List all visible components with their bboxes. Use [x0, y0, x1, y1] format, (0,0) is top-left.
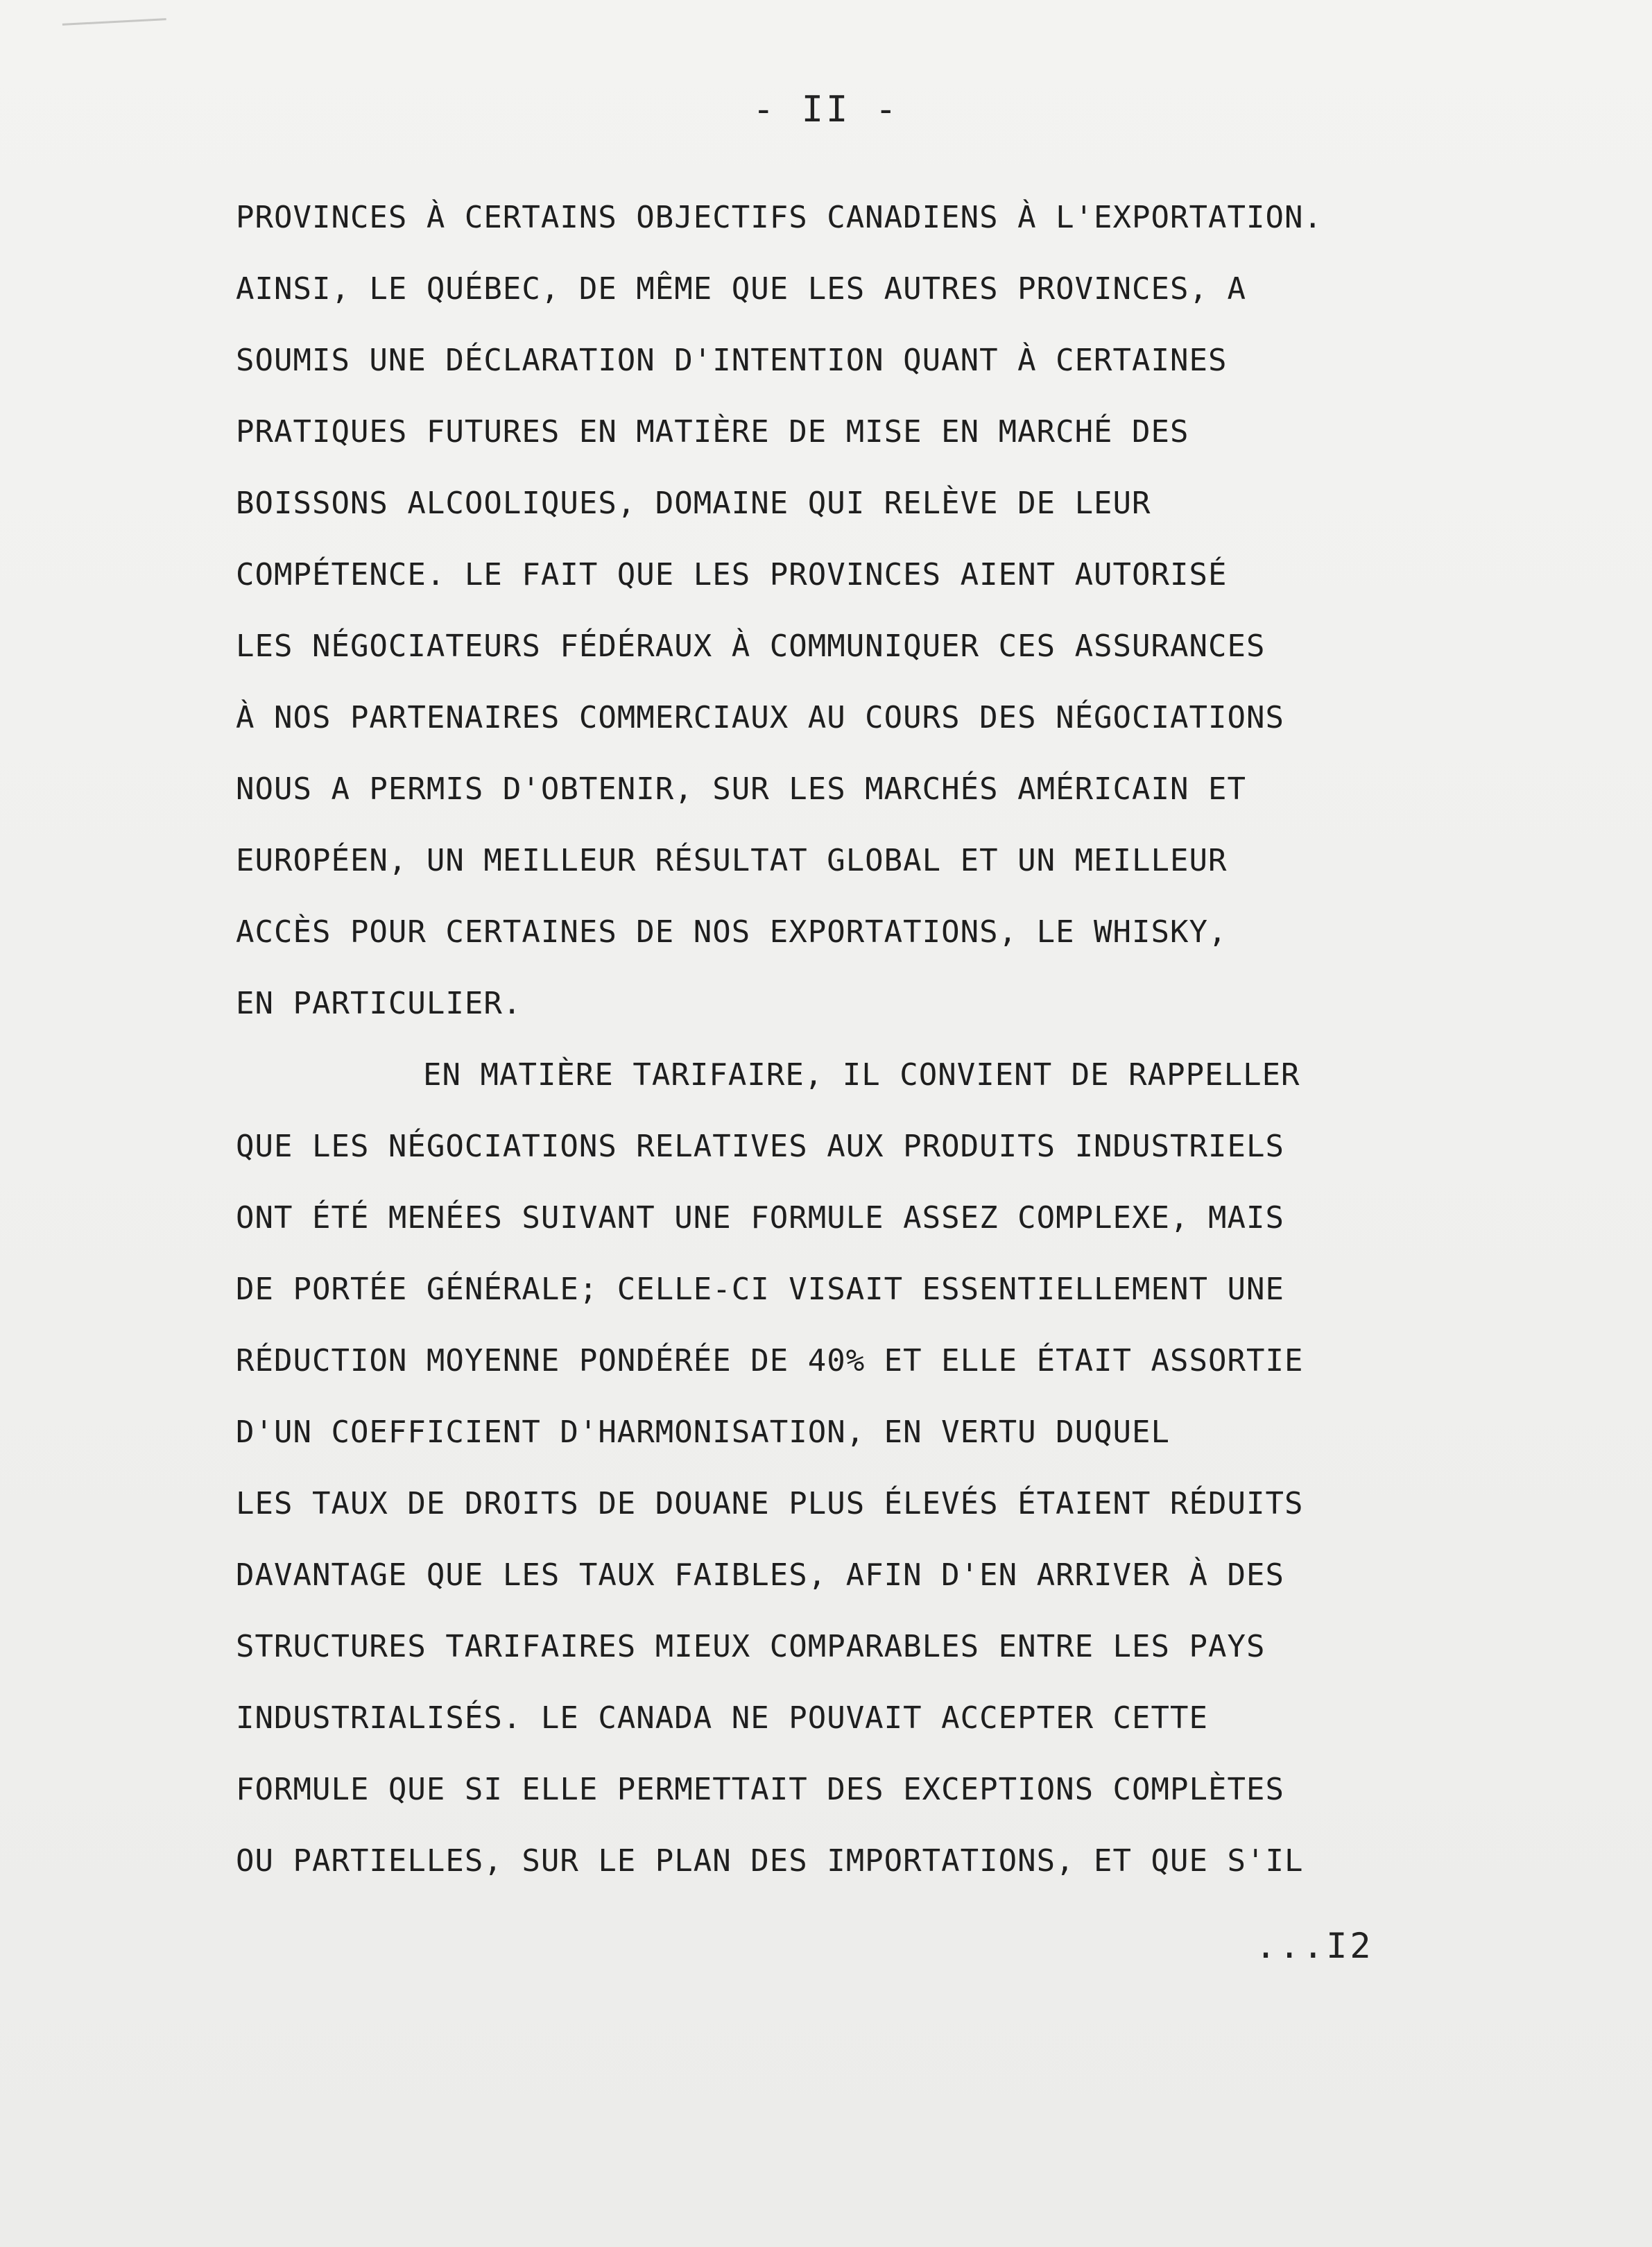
text-line: EN MATIÈRE TARIFAIRE, IL CONVIENT DE RAPPELLER	[423, 1057, 1300, 1093]
text-line: PROVINCES À CERTAINS OBJECTIFS CANADIENS À L'EXPORTATION.	[236, 200, 1323, 235]
text-line: DE PORTÉE GÉNÉRALE; CELLE-CI VISAIT ESSENTIELLEMENT UNE	[236, 1272, 1284, 1307]
text-line: INDUSTRIALISÉS. LE CANADA NE POUVAIT ACCEPTER CETTE	[236, 1700, 1209, 1736]
paragraph-1	[236, 182, 1415, 1039]
text-line: ONT ÉTÉ MENÉES SUIVANT UNE FORMULE ASSEZ COMPLEXE, MAIS	[236, 1200, 1284, 1236]
text-line: AINSI, LE QUÉBEC, DE MÊME QUE LES AUTRES PROVINCES, A	[236, 271, 1246, 307]
text-line: OU PARTIELLES, SUR LE PLAN DES IMPORTATIONS, ET QUE S'IL	[236, 1843, 1304, 1879]
text-line: ACCÈS POUR CERTAINES DE NOS EXPORTATIONS, LE WHISKY,	[236, 914, 1228, 950]
text-line: D'UN COEFFICIENT D'HARMONISATION, EN VERTU DUQUEL	[236, 1415, 1171, 1450]
text-line: BOISSONS ALCOOLIQUES, DOMAINE QUI RELÈVE DE LEUR	[236, 486, 1151, 521]
text-line: FORMULE QUE SI ELLE PERMETTAIT DES EXCEPTIONS COMPLÈTES	[236, 1772, 1284, 1807]
continuation-marker: ...I2	[1255, 1926, 1374, 1966]
text-line: QUE LES NÉGOCIATIONS RELATIVES AUX PRODUITS INDUSTRIELS	[236, 1129, 1284, 1164]
text-line: COMPÉTENCE. LE FAIT QUE LES PROVINCES AIENT AUTORISÉ	[236, 557, 1228, 592]
text-line: NOUS A PERMIS D'OBTENIR, SUR LES MARCHÉS AMÉRICAIN ET	[236, 771, 1246, 807]
scan-mark	[62, 18, 166, 31]
body-text	[236, 182, 1415, 1897]
text-line: LES TAUX DE DROITS DE DOUANE PLUS ÉLEVÉS ÉTAIENT RÉDUITS	[236, 1486, 1304, 1521]
text-line: LES NÉGOCIATEURS FÉDÉRAUX À COMMUNIQUER CES ASSURANCES	[236, 629, 1266, 664]
text-line: STRUCTURES TARIFAIRES MIEUX COMPARABLES ENTRE LES PAYS	[236, 1629, 1266, 1664]
text-line: EUROPÉEN, UN MEILLEUR RÉSULTAT GLOBAL ET UN MEILLEUR	[236, 843, 1228, 878]
text-line: EN PARTICULIER.	[236, 986, 522, 1021]
page-number: - II -	[752, 89, 900, 130]
text-line: À NOS PARTENAIRES COMMERCIAUX AU COURS DES NÉGOCIATIONS	[236, 700, 1284, 735]
paragraph-2	[236, 1039, 1415, 1897]
text-line: RÉDUCTION MOYENNE PONDÉRÉE DE 40% ET ELLE ÉTAIT ASSORTIE	[236, 1343, 1304, 1378]
text-line: PRATIQUES FUTURES EN MATIÈRE DE MISE EN MARCHÉ DES	[236, 414, 1189, 450]
text-line: DAVANTAGE QUE LES TAUX FAIBLES, AFIN D'EN ARRIVER À DES	[236, 1557, 1284, 1593]
text-line: SOUMIS UNE DÉCLARATION D'INTENTION QUANT À CERTAINES	[236, 343, 1228, 378]
